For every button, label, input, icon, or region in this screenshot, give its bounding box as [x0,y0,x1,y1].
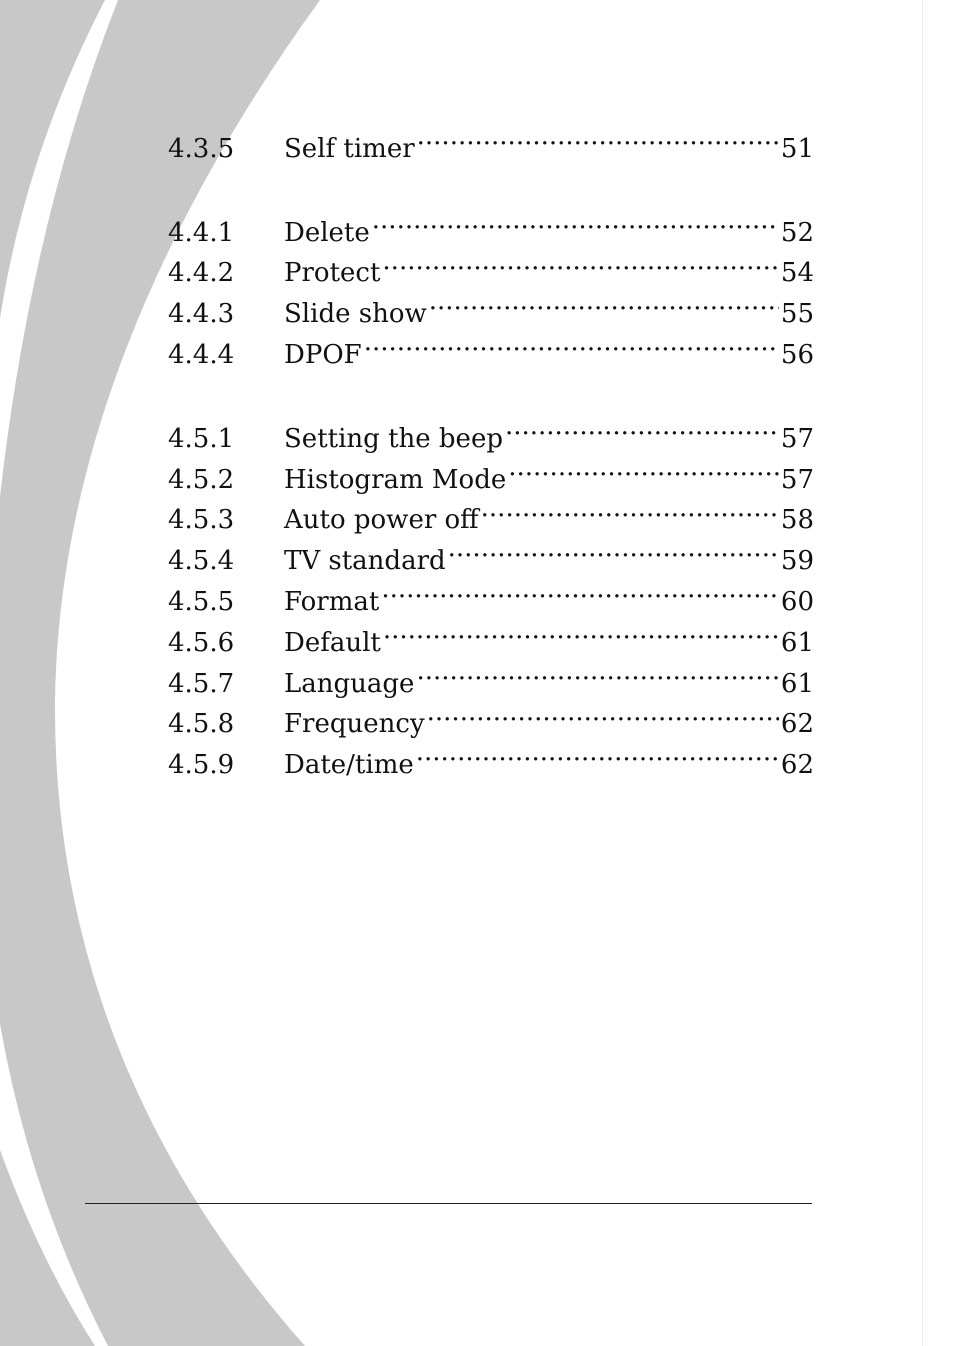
toc-entry-title: Slide show [284,299,427,330]
toc-entry-title: Protect [284,258,381,289]
toc-entry-number: 4.4.3 [168,299,235,330]
toc-entry-number: 4.5.4 [168,546,235,577]
toc-group [168,406,814,781]
toc-entry-title: Self timer [284,133,415,164]
toc-dot-leader [380,241,778,282]
toc-entry[interactable] [168,116,814,164]
toc-entry-page-number: 59 [779,541,814,582]
toc-entry-page-number: 62 [779,745,814,786]
table-of-contents [168,116,814,781]
toc-entry-number: 4.5.5 [168,586,235,617]
toc-entry-number: 4.5.1 [168,423,235,454]
toc-entry-page-number: 61 [779,664,814,705]
toc-entry-page-number: 51 [779,129,814,170]
toc-entry-page-number: 57 [779,460,814,501]
toc-entry-page-number: 55 [779,294,814,335]
toc-entry-title: Frequency [284,709,425,740]
page-edge-line [922,0,923,1346]
toc-entry-title: Date/time [284,750,414,781]
toc-entry-page-number: 58 [779,500,814,541]
toc-entry-title: Setting the beep [284,423,503,454]
toc-entry-title: Language [284,668,415,699]
toc-entry-page-number: 52 [779,213,814,254]
toc-dot-leader [427,281,779,322]
toc-entry-page-number: 54 [779,253,814,294]
toc-dot-leader [415,116,779,157]
toc-entry-page-number: 60 [779,582,814,623]
toc-dot-leader [381,610,779,651]
toc-dot-leader [370,200,779,241]
toc-entry-title: TV standard [284,546,446,577]
footer-rule [85,1203,812,1204]
toc-entry-title: Delete [284,217,370,248]
toc-entry-number: 4.5.3 [168,505,235,536]
toc-dot-leader [506,447,779,488]
toc-dot-leader [425,692,779,733]
toc-entry-title: Auto power off [284,505,479,536]
toc-group [168,200,814,370]
toc-dot-leader [446,528,779,569]
toc-entry-number: 4.3.5 [168,133,235,164]
toc-dot-leader [414,651,778,692]
toc-entry-page-number: 56 [779,335,814,376]
toc-entry-title: Default [284,627,381,658]
toc-entry-number: 4.4.4 [168,339,235,370]
toc-entry-number: 4.5.2 [168,464,235,495]
toc-entry-page-number: 61 [779,623,814,664]
toc-dot-leader [503,406,779,447]
toc-entry-number: 4.5.7 [168,668,235,699]
toc-entry[interactable] [168,406,814,454]
toc-entry-title: Format [284,586,380,617]
toc-entry-page-number: 57 [779,419,814,460]
toc-dot-leader [414,732,779,773]
toc-entry-page-number: 62 [779,704,814,745]
toc-entry-number: 4.4.1 [168,217,235,248]
toc-dot-leader [379,569,779,610]
toc-entry-number: 4.5.6 [168,627,235,658]
toc-dot-leader [479,488,779,529]
toc-group [168,116,814,164]
toc-entry-title: DPOF [284,339,362,370]
toc-entry[interactable] [168,200,814,248]
toc-dot-leader [362,322,779,363]
toc-entry-title: Histogram Mode [284,464,507,495]
toc-entry-number: 4.5.9 [168,750,235,781]
toc-entry-number: 4.5.8 [168,709,235,740]
toc-entry-number: 4.4.2 [168,258,235,289]
